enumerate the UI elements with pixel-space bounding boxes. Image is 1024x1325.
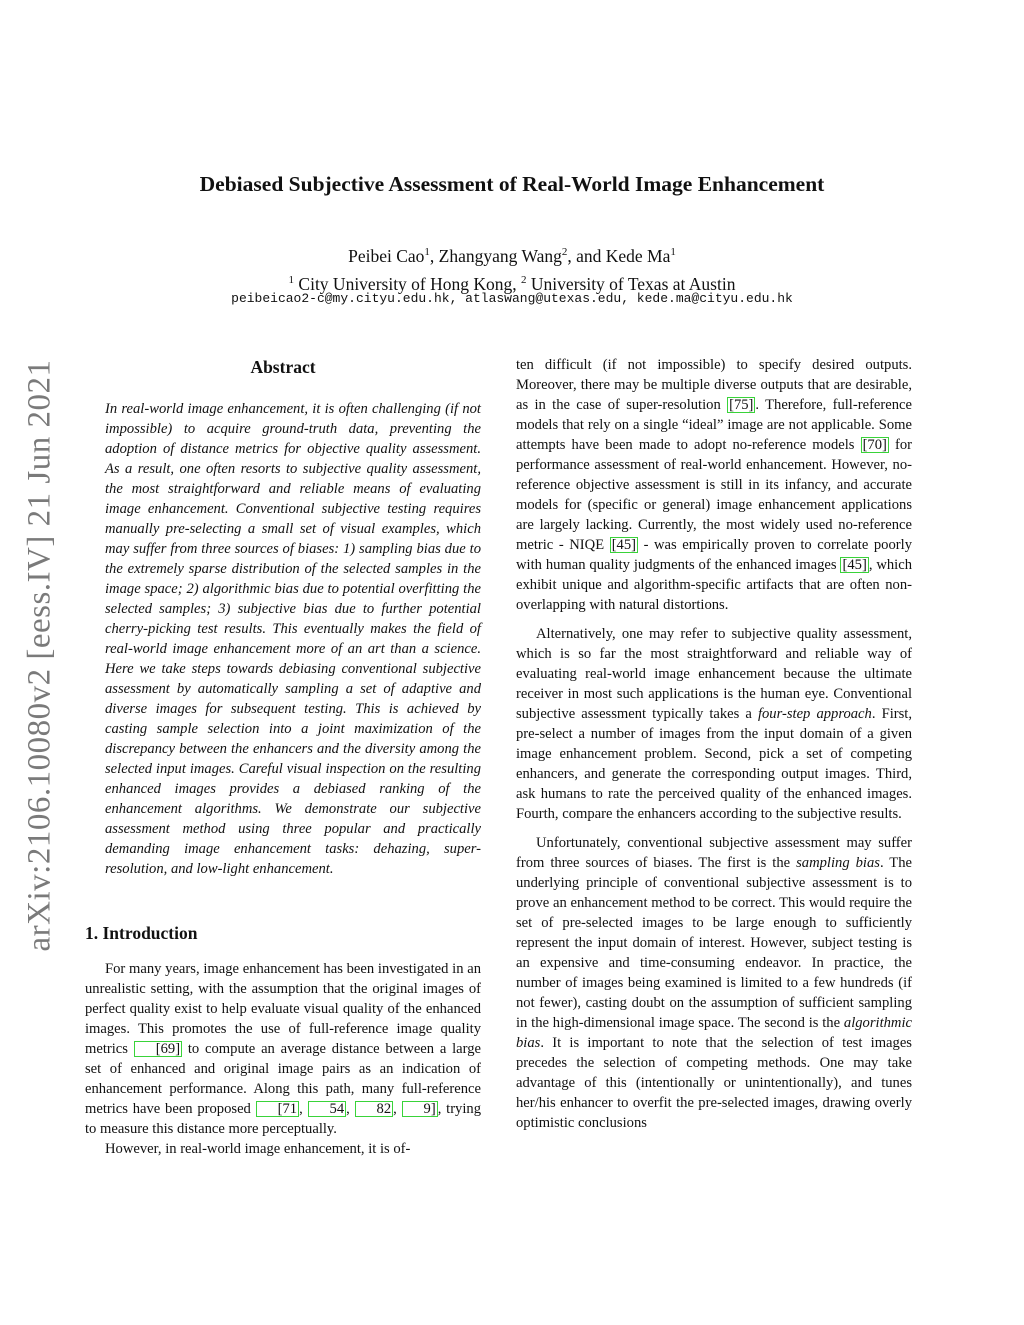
citation-link[interactable]: [70] xyxy=(862,437,887,453)
abstract-text: In real-world image enhancement, it is often challenging (if not impossible) to acquire ground-truth data, preventing the adoption of distance metrics for objective quality assessment. As a result, one often resorts to subjective quality assessment, the most straightforward and reliable means of evaluating image enhancement. Conventional subjective testing requires manually pre-selecting a small set of visual examples, which may suffer from three sources of biases: 1) sampling bias due to the extremely sparse distribution of the selected samples in the image space; 2) algorithmic bias due to potential overfitting the selected samples; 3) subjective bias due to further potential cherry-picking test results. This eventually makes the field of real-world image enhancement more of an art than a science. Here we take steps towards debiasing conventional subjective assessment by automatically sampling a set of adaptive and diverse images for subsequent testing. This is achieved by casting sample selection into a joint maximization of the discrepancy between the enhancers and the diversity among the selected input images. Careful visual inspection on the resulting enhanced images provides a debiased ranking of the enhancement algorithms. We demonstrate our subjective assessment method using three popular and practically demanding image enhancement tasks: dehazing, super-resolution, and low-light enhancement. xyxy=(105,401,481,877)
paragraph-gap xyxy=(516,615,912,624)
author-emails: peibeicao2-c@my.cityu.edu.hk, atlaswang@utexas.edu, kede.ma@cityu.edu.hk xyxy=(231,291,793,306)
text-run: . It is important to note that the selection of test images precedes the selection of competing methods. One may take advantage of this (intentionally or unintentionally), and tunes her/his enhancer to overfit the pre-selected images, drawing overly optimistic conclusions xyxy=(516,1035,912,1131)
text-run: . First, pre-select a number of images from the input domain of a given image enhancement problem. Second, pick a set of competing enhancers, and generate the corresponding output images. Third, ask humans to rate the perceived quality of the enhanced images. Fourth, compare the enhancers according to the subjective results. xyxy=(516,706,912,822)
author-affil-mark: 1 xyxy=(670,246,676,258)
right-column xyxy=(516,355,912,1133)
abstract-heading: Abstract xyxy=(250,357,316,377)
text-run: - was empirically proven to correlate poorly with human quality judgments of the enhanced images xyxy=(516,537,912,573)
body-paragraph xyxy=(516,624,912,824)
text-run: , xyxy=(299,1101,308,1117)
body-paragraph xyxy=(516,355,912,615)
author-name: Kede Ma xyxy=(605,245,671,266)
citation-link[interactable]: [75] xyxy=(729,397,754,413)
author-name: Peibei Cao xyxy=(348,245,425,266)
affiliation-name: City University of Hong Kong, xyxy=(294,273,522,294)
emphasis: sampling bias xyxy=(796,855,880,871)
left-column xyxy=(85,355,481,1159)
author-block xyxy=(100,240,924,296)
author-separator: , and xyxy=(567,245,606,266)
text-run: to compute an average distance between a large set of enhanced and original image pairs as an indication of enhancement performance. Along this path, many full-reference metrics have been proposed xyxy=(85,1041,481,1117)
citation-link[interactable]: [45] xyxy=(611,537,637,553)
body-paragraph xyxy=(516,833,912,1133)
citation-link[interactable]: 9] xyxy=(402,1101,438,1117)
citation-link[interactable]: 82 xyxy=(355,1101,394,1117)
text-run: for performance assessment of real-world enhancement. However, no-reference objective assessment is still in its infancy, and accurate models for (specific or general) image enhancement applications are largely lacking. Currently, the most widely used no-reference metric - NIQE xyxy=(516,437,913,553)
arxiv-sidebar xyxy=(14,355,66,955)
citation-link[interactable]: [71 xyxy=(256,1101,299,1117)
emphasis: algorithmic bias xyxy=(516,1015,912,1051)
author-line xyxy=(100,240,924,268)
arxiv-identifier: arXiv:2106.10080v2 [eess.IV] 21 Jun 2021 xyxy=(21,359,58,951)
affiliation-name: University of Texas at Austin xyxy=(526,273,736,294)
text-run: , xyxy=(393,1101,402,1117)
text-run: , trying to measure this distance more perceptually. xyxy=(85,1101,481,1137)
citation-link[interactable]: [69] xyxy=(134,1041,182,1057)
text-run: , which exhibit unique and algorithm-specific artifacts that are often non-overlapping with natural distortions. xyxy=(516,557,913,613)
intro-paragraph xyxy=(85,959,481,1139)
author-separator: , xyxy=(429,245,439,266)
text-run: , xyxy=(346,1101,355,1117)
text-run: ten difficult (if not impossible) to specify desired outputs. Moreover, there may be multiple diverse outputs that are desirable, as in the case of super-resolution xyxy=(516,357,912,413)
text-run: For many years, image enhancement has been investigated in an unrealistic setting, with the assumption that the original images of perfect quality exist to help evaluate visual quality of the enhanced images. This promotes the use of full-reference image quality metrics xyxy=(85,961,481,1057)
affil-mark: 1 xyxy=(288,273,295,286)
text-run: Unfortunately, conventional subjective assessment may suffer from three sources of biases. The first is the xyxy=(516,835,912,871)
author-affil-mark: 2 xyxy=(561,246,568,258)
text-run: . Therefore, full-reference models that rely on a single “ideal” image are not applicable. Some attempts have been made to adopt no-reference models xyxy=(516,397,912,453)
paragraph-gap xyxy=(516,824,912,833)
intro-paragraph: However, in real-world image enhancement, it is of- xyxy=(105,1141,411,1157)
section-heading-introduction: 1. Introduction xyxy=(85,923,198,943)
affil-mark: 2 xyxy=(521,273,527,286)
emphasis: four-step approach xyxy=(757,706,872,722)
author-name: Zhangyang Wang xyxy=(438,245,562,266)
paper-title: Debiased Subjective Assessment of Real-World Image Enhancement xyxy=(199,172,825,196)
citation-link[interactable]: 54 xyxy=(308,1101,347,1117)
text-run: Alternatively, one may refer to subjective quality assessment, which is so far the most straightforward and reliable way of evaluating real-world image enhancement because the ultimate receiver in most such applications is the human eye. Conventional subjective assessment typically takes a xyxy=(516,626,912,722)
citation-link[interactable]: [45] xyxy=(842,557,867,573)
author-affil-mark: 1 xyxy=(424,246,430,258)
text-run: . The underlying principle of conventional subjective assessment is to prove an enhancement method to be correct. This would require the set of pre-selected images to be large enough to sufficiently represent the input domain of interest. However, subject testing is an expensive and time-consuming endeavor. In practice, the number of images being examined is limited to a few hundreds (if not fewer), casting doubt on the assumption of sufficient sampling in the high-dimensional image space. The second is the xyxy=(516,855,912,1031)
